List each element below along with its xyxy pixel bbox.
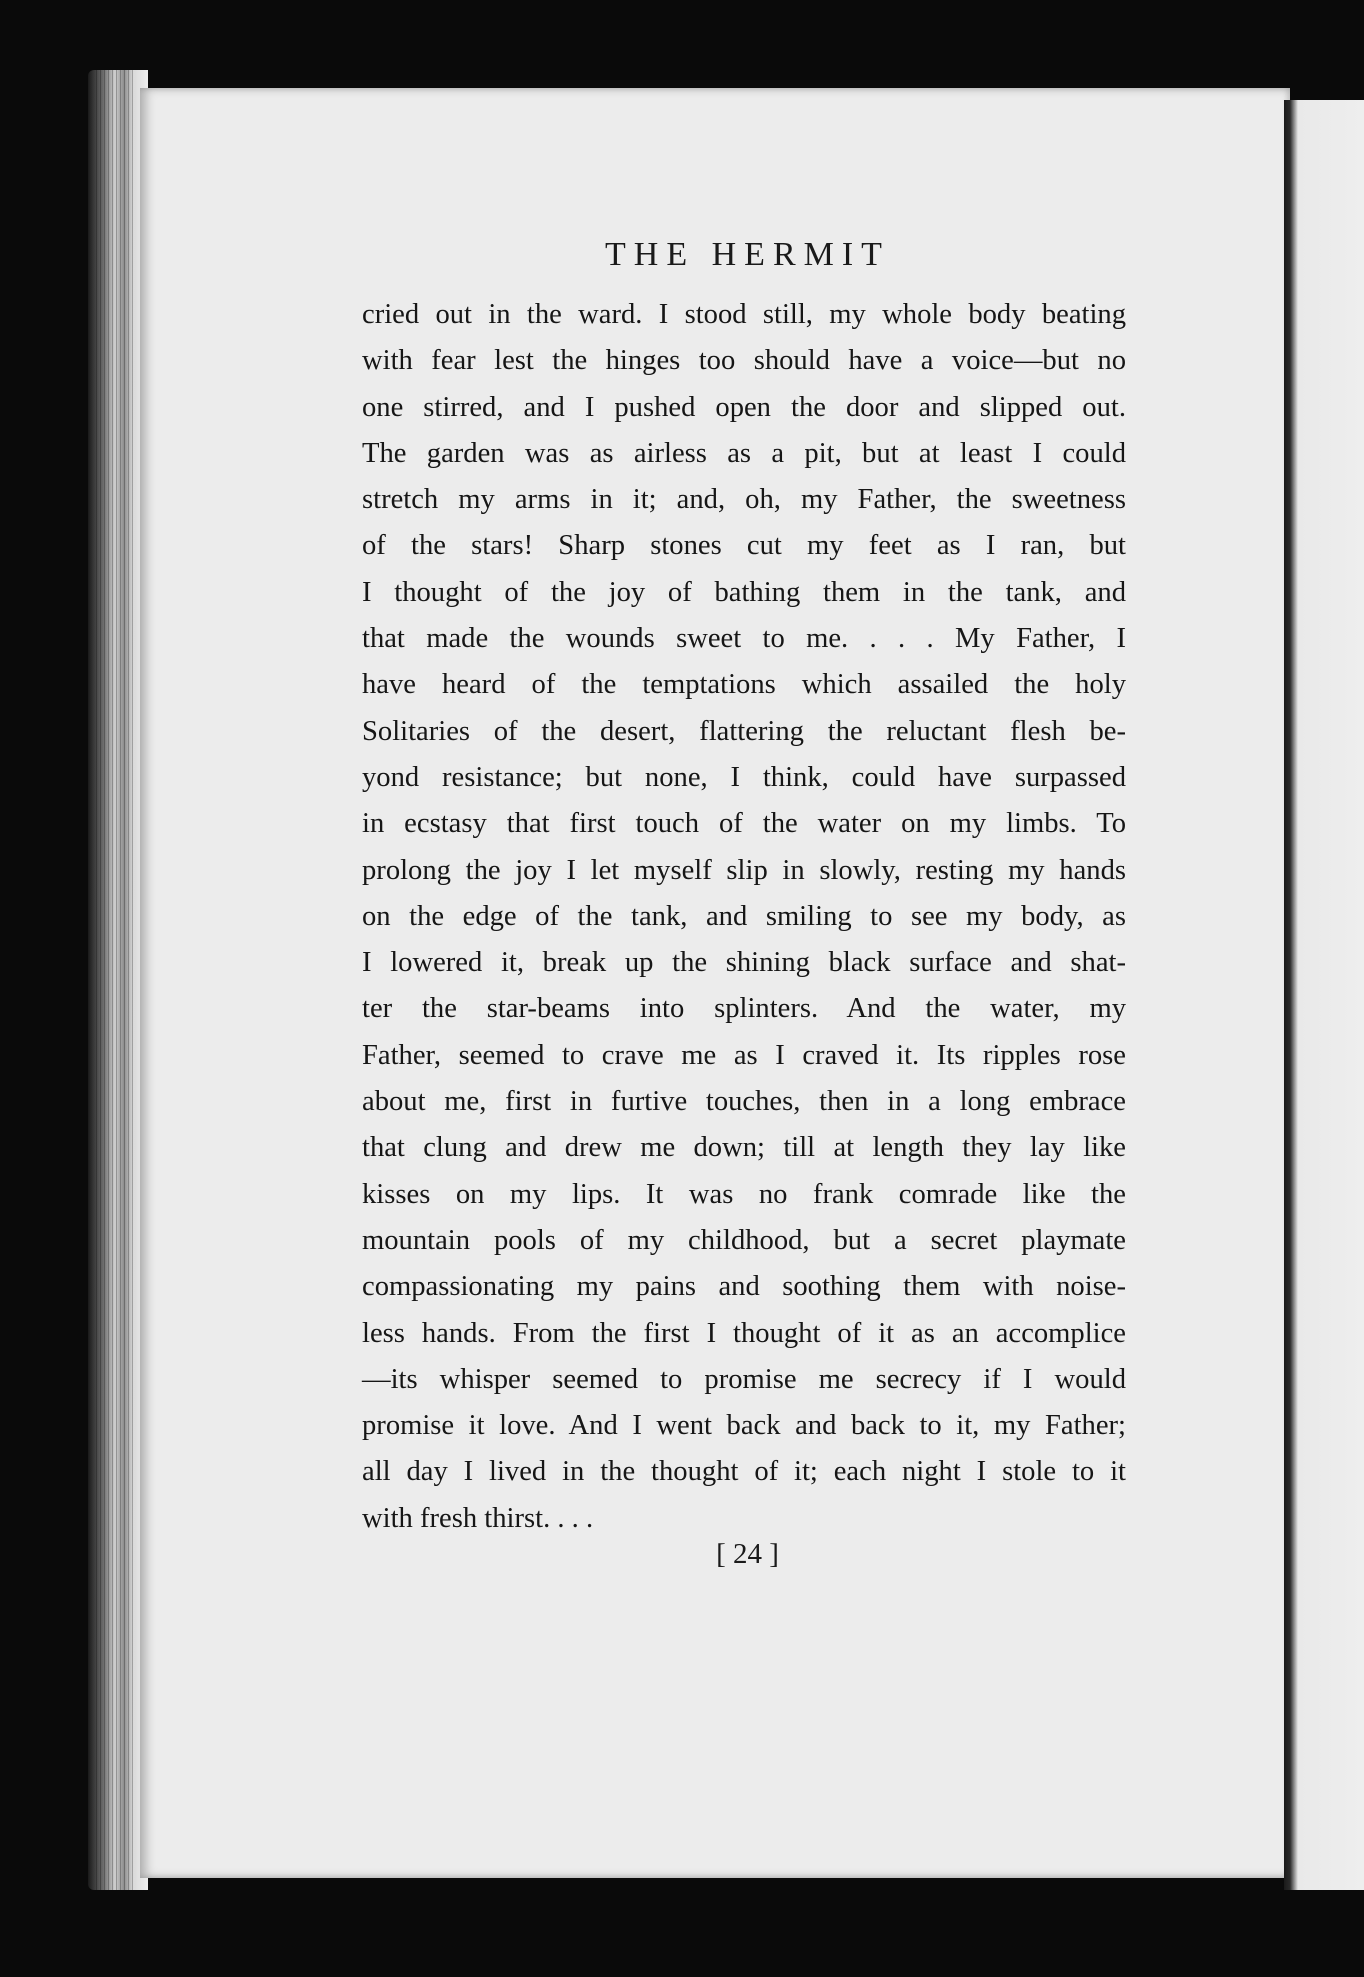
text-line: in ecstasy that first touch of the water on my limbs. To [362,808,1126,840]
text-line: on the edge of the tank, and smiling to see my body, as [362,900,1126,932]
text-line: I lowered it, break up the shining black surface and shat- [362,947,1126,979]
text-line: of the stars! Sharp stones cut my feet as I ran, but [362,530,1126,562]
text-line: prolong the joy I let myself slip in slowly, resting my hands [362,854,1126,886]
text-line: less hands. From the first I thought of it as an accomplice [362,1317,1126,1349]
text-line: that made the wounds sweet to me. . . . My Father, I [362,623,1126,655]
text-line: yond resistance; but none, I think, could have surpassed [362,761,1126,793]
adjacent-page-edge [1284,100,1364,1890]
page-number: [ 24 ] [716,1538,779,1570]
text-line: about me, first in furtive touches, then in a long embrace [362,1086,1126,1118]
text-line: stretch my arms in it; and, oh, my Father, the sweetness [362,484,1126,516]
body-text [362,292,1126,1542]
text-line: with fresh thirst. . . . [362,1502,594,1534]
text-line: Solitaries of the desert, flattering the reluctant flesh be- [362,715,1126,747]
text-line: ter the star-beams into splinters. And the water, my [362,993,1126,1025]
text-line: I thought of the joy of bathing them in the tank, and [362,576,1126,608]
text-line: that clung and drew me down; till at length they lay like [362,1132,1126,1164]
book-spine-edge [88,70,148,1890]
running-head: THE HERMIT [605,236,890,273]
text-line: compassionating my pains and soothing them with noise- [362,1271,1126,1303]
text-line: with fear lest the hinges too should have a voice—but no [362,345,1126,377]
text-line: Father, seemed to crave me as I craved it. Its ripples rose [362,1039,1126,1071]
text-line: have heard of the temptations which assailed the holy [362,669,1126,701]
text-line: mountain pools of my childhood, but a secret playmate [362,1224,1126,1256]
text-line: kisses on my lips. It was no frank comrade like the [362,1178,1126,1210]
text-line: one stirred, and I pushed open the door and slipped out. [362,391,1126,423]
text-line: The garden was as airless as a pit, but at least I could [362,437,1126,469]
text-line: promise it love. And I went back and back to it, my Father; [362,1410,1126,1442]
text-line: cried out in the ward. I stood still, my whole body beating [362,299,1126,330]
text-line: all day I lived in the thought of it; each night I stole to it [362,1456,1126,1488]
text-line: —its whisper seemed to promise me secrecy if I would [362,1363,1126,1395]
